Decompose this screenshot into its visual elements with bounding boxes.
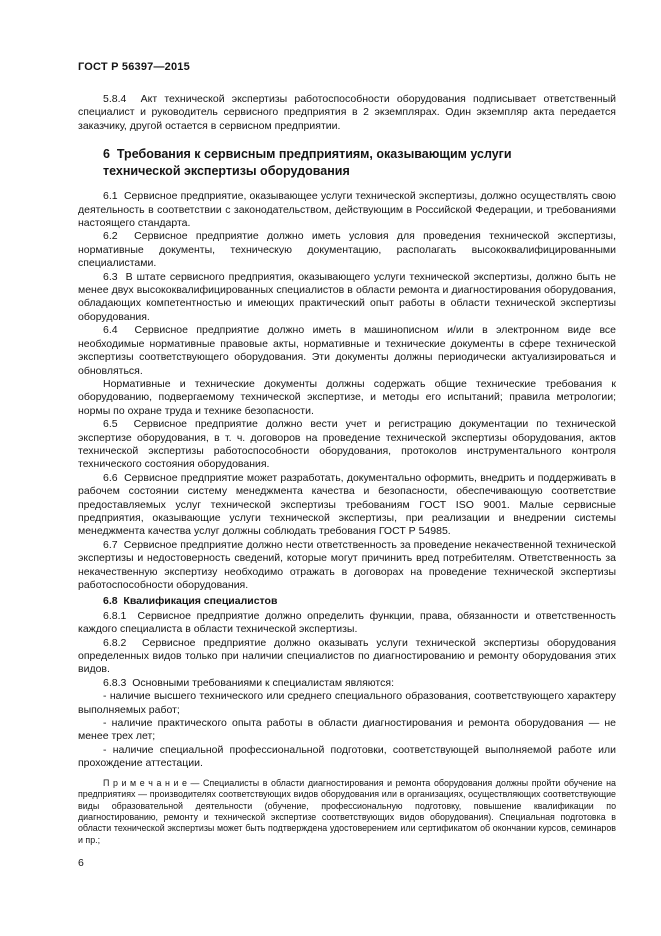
list-item-experience: - наличие практического опыта работы в области диагностирования и ремонта оборудования — не менее трех лет; — [78, 717, 616, 743]
section-6-heading: 6 Требования к сервисным предприятиям, оказывающим услуги технической экспертизы оборудования — [103, 147, 512, 179]
paragraph-6-8-1: 6.8.1 Сервисное предприятие должно определить функции, права, обязанности и ответственность каждого специалиста в области технической экспертизы. — [78, 609, 616, 636]
page-number: 6 — [78, 857, 84, 870]
paragraph-6-8-3: 6.8.3 Основными требованиями к специалистам являются: — [103, 676, 394, 689]
paragraph-6-6: 6.6 Сервисное предприятие может разработать, документально оформить, внедрить и поддерживать в рабочем состоянии систему менеджмента качества и безопасности, обеспечивающую соответствие предоставляемых услуг технической экспертизы требованиям ГОСТ ISO 9001. Малые сервисные предприятия, оказывающие услуги технической экспертизы, при реализации и внедрении системы менеджмента качества услуг должны соблюдать требования ГОСТ Р 54985. — [78, 471, 616, 538]
paragraph-6-7: 6.7 Сервисное предприятие должно нести ответственность за проведение некачественной технической экспертизы и недостоверность сведений, которые могут причинить вред потребителям. Ответственность за некачественную экспертизу необходимо отражать в договорах на проведение технической экспертизы работоспособности оборудования. — [78, 538, 616, 591]
paragraph-6-8-2: 6.8.2 Сервисное предприятие должно оказывать услуги технической экспертизы оборудования определенных видов только при наличии специалистов по диагностированию и ремонту оборудования этих видов. — [78, 636, 616, 676]
list-item-training: - наличие специальной профессиональной подготовки, соответствующей выполняемой работе или прохождение аттестации. — [78, 743, 616, 770]
paragraph-6-4: 6.4 Сервисное предприятие должно иметь в машинописном и/или в электронном виде все необходимые нормативные правовые акты, нормативные и технические документы в сфере технической экспертизы соответствующего оборудования. Эти документы должны периодически актуализироваться и обновляться. — [78, 324, 616, 377]
paragraph-6-2: 6.2 Сервисное предприятие должно иметь условия для проведения технической экспертизы, нормативные документы, техническую документацию, располагать высококвалифицированными специалистами. — [78, 230, 616, 270]
subsection-6-8-heading: 6.8 Квалификация специалистов — [103, 595, 278, 608]
paragraph-6-3: 6.3 В штате сервисного предприятия, оказывающего услуги технической экспертизы, должно быть не менее двух высококвалифицированных специалистов в области ремонта и диагностирования оборудования, обладающих компетентностью и имеющих практический опыт работы в области технической экспертизы оборудования. — [78, 270, 616, 323]
list-item-education: - наличие высшего технического или среднего специального образования, соответствующего характеру выполняемых работ; — [78, 690, 616, 716]
note-paragraph: П р и м е ч а н и е — Специалисты в области диагностирования и ремонта оборудования должны пройти обучение на предприятиях — производителях соответствующих видов оборудования или в организациях, осуществляющих соответствующие виды образовательной деятельности (обучение, профессиональную подготовку, повышение квалификации по диагностированию, ремонту и технической экспертизе соответствующих видов оборудования). Специальная подготовка в области технической экспертизы может быть подтверждена удостоверением или сертификатом об окончании курсов, семинаров и пр.; — [78, 777, 616, 845]
document-code-header: ГОСТ Р 56397—2015 — [78, 61, 190, 73]
paragraph-6-5: 6.5 Сервисное предприятие должно вести учет и регистрацию документации по технической экспертизе оборудования, в т. ч. договоров на проведение технической экспертизы оборудования, актов технической экспертизы работоспособности оборудования, протоколов инструментального контроля технического состояния оборудования. — [78, 418, 616, 471]
paragraph-6-4-continuation: Нормативные и технические документы должны содержать общие технические требования к оборудованию, подвергаемому технической экспертизе, и методы его испытаний; правила метрологии; нормы по охране труда и технике безопасности. — [78, 377, 616, 417]
paragraph-5-8-4: 5.8.4 Акт технической экспертизы работоспособности оборудования подписывает ответственный специалист и руководитель сервисного предприятия в 2 экземплярах. Один экземпляр акта передается заказчику, другой остается в сервисном предприятии. — [78, 93, 616, 132]
paragraph-6-1: 6.1 Сервисное предприятие, оказывающее услуги технической экспертизы, должно осуществлять свою деятельность в соответствии с законодательством, действующим в Российской Федерации, и требованиями настоящего стандарта. — [78, 190, 616, 230]
